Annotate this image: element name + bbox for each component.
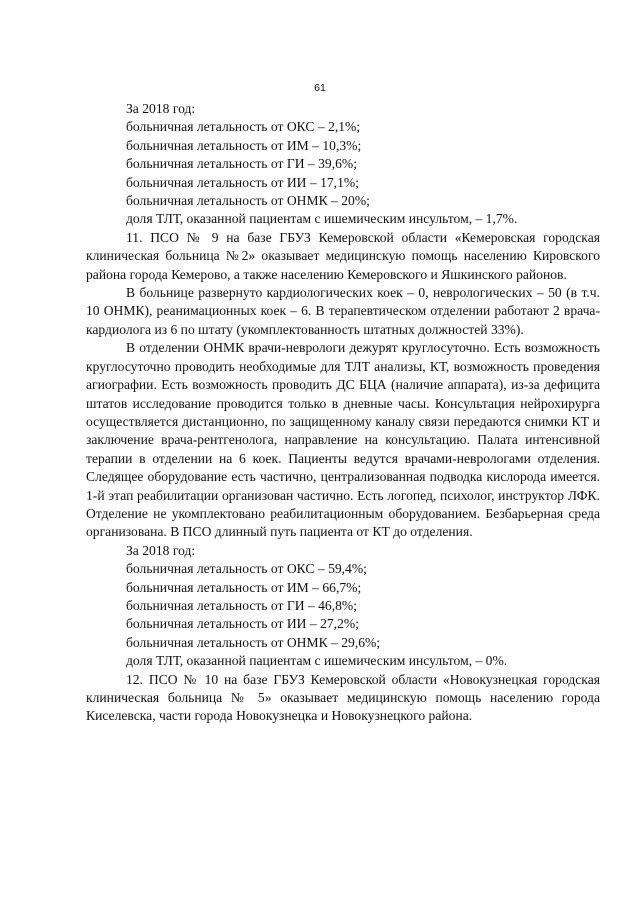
paragraph-onmk-department: В отделении ОНМК врачи-неврологи дежурят круглосуточно. Есть возможность круглосуточно проводить необходимые для ТЛТ анализы, КТ, возможность проведения агиографии. Есть возможность проводить ДС БЦА (наличие аппарата), из-за дефицита штатов исследование проводится только в дневные часы. Консультация нейрохирурга осуществляется дистанционно, по защищенному каналу связи передаются снимки КТ и заключение врача-рентгенолога, направление на консультацию. Палата интенсивной терапии в отделении на 6 коек. Пациенты ведутся врачами-неврологами отделения. Следящее оборудование есть частично, централизованная подводка кислорода имеется. 1-й этап реабилитации организован частично. Есть логопед, психолог, инструктор ЛФК. Отделение не укомплектовано реабилитационным оборудованием. Безбарьерная среда организована. В ПСО длинный путь пациента от КТ до отделения. — [86, 340, 600, 540]
stats-2018-block-1 — [86, 100, 600, 229]
stat-line: больничная летальность от ИМ – 66,7%; — [126, 579, 362, 595]
stats-heading: За 2018 год: — [126, 542, 196, 558]
paragraph-pso-9: 11. ПСО № 9 на базе ГБУЗ Кемеровской области «Кемеровская городская клиническая больница №2» оказывает медицинскую помощь населению Кировского района города Кемерово, а также населению Кемеровского и Яшкинского районов. — [86, 229, 600, 282]
page-number: 61 — [314, 82, 326, 94]
stat-line: больничная летальность от ОКС – 2,1%; — [126, 119, 361, 135]
stats-heading: За 2018 год: — [126, 101, 196, 116]
stat-line: больничная летальность от ОКС – 59,4%; — [126, 561, 367, 577]
stat-line: доля ТЛТ, оказанной пациентам с ишемическим инсультом, – 0%. — [126, 653, 508, 669]
stats-2018-block-2 — [86, 542, 600, 671]
paragraph-pso-10: 12. ПСО № 10 на базе ГБУЗ Кемеровской области «Новокузнецкая городская клиническая больница № 5» оказывает медицинскую помощь населению города Киселевска, части города Новокузнецка и Новокузнецкого района. — [86, 671, 600, 724]
stat-line: больничная летальность от ОНМК – 29,6%; — [126, 634, 381, 650]
stat-line: доля ТЛТ, оказанной пациентам с ишемическим инсультом, – 1,7%. — [126, 211, 518, 227]
stat-line: больничная летальность от ИМ – 10,3%; — [126, 137, 362, 153]
stat-line: больничная летальность от ГИ – 39,6%; — [126, 156, 358, 172]
page-body — [86, 100, 600, 726]
stat-line: больничная летальность от ОНМК – 20%; — [126, 193, 370, 209]
paragraph-beds: В больнице развернуто кардиологических коек – 0, неврологических – 50 (в т.ч. 10 ОНМК), реанимационных коек – 6. В терапевтическом отделении работают 2 врача-кардиолога из 6 по штату (укомплектованность штатных должностей 33%). — [86, 285, 600, 337]
stat-line: больничная летальность от ГИ – 46,8%; — [126, 597, 358, 613]
stat-line: больничная летальность от ИИ – 17,1%; — [126, 174, 359, 190]
stat-line: больничная летальность от ИИ – 27,2%; — [126, 616, 359, 632]
